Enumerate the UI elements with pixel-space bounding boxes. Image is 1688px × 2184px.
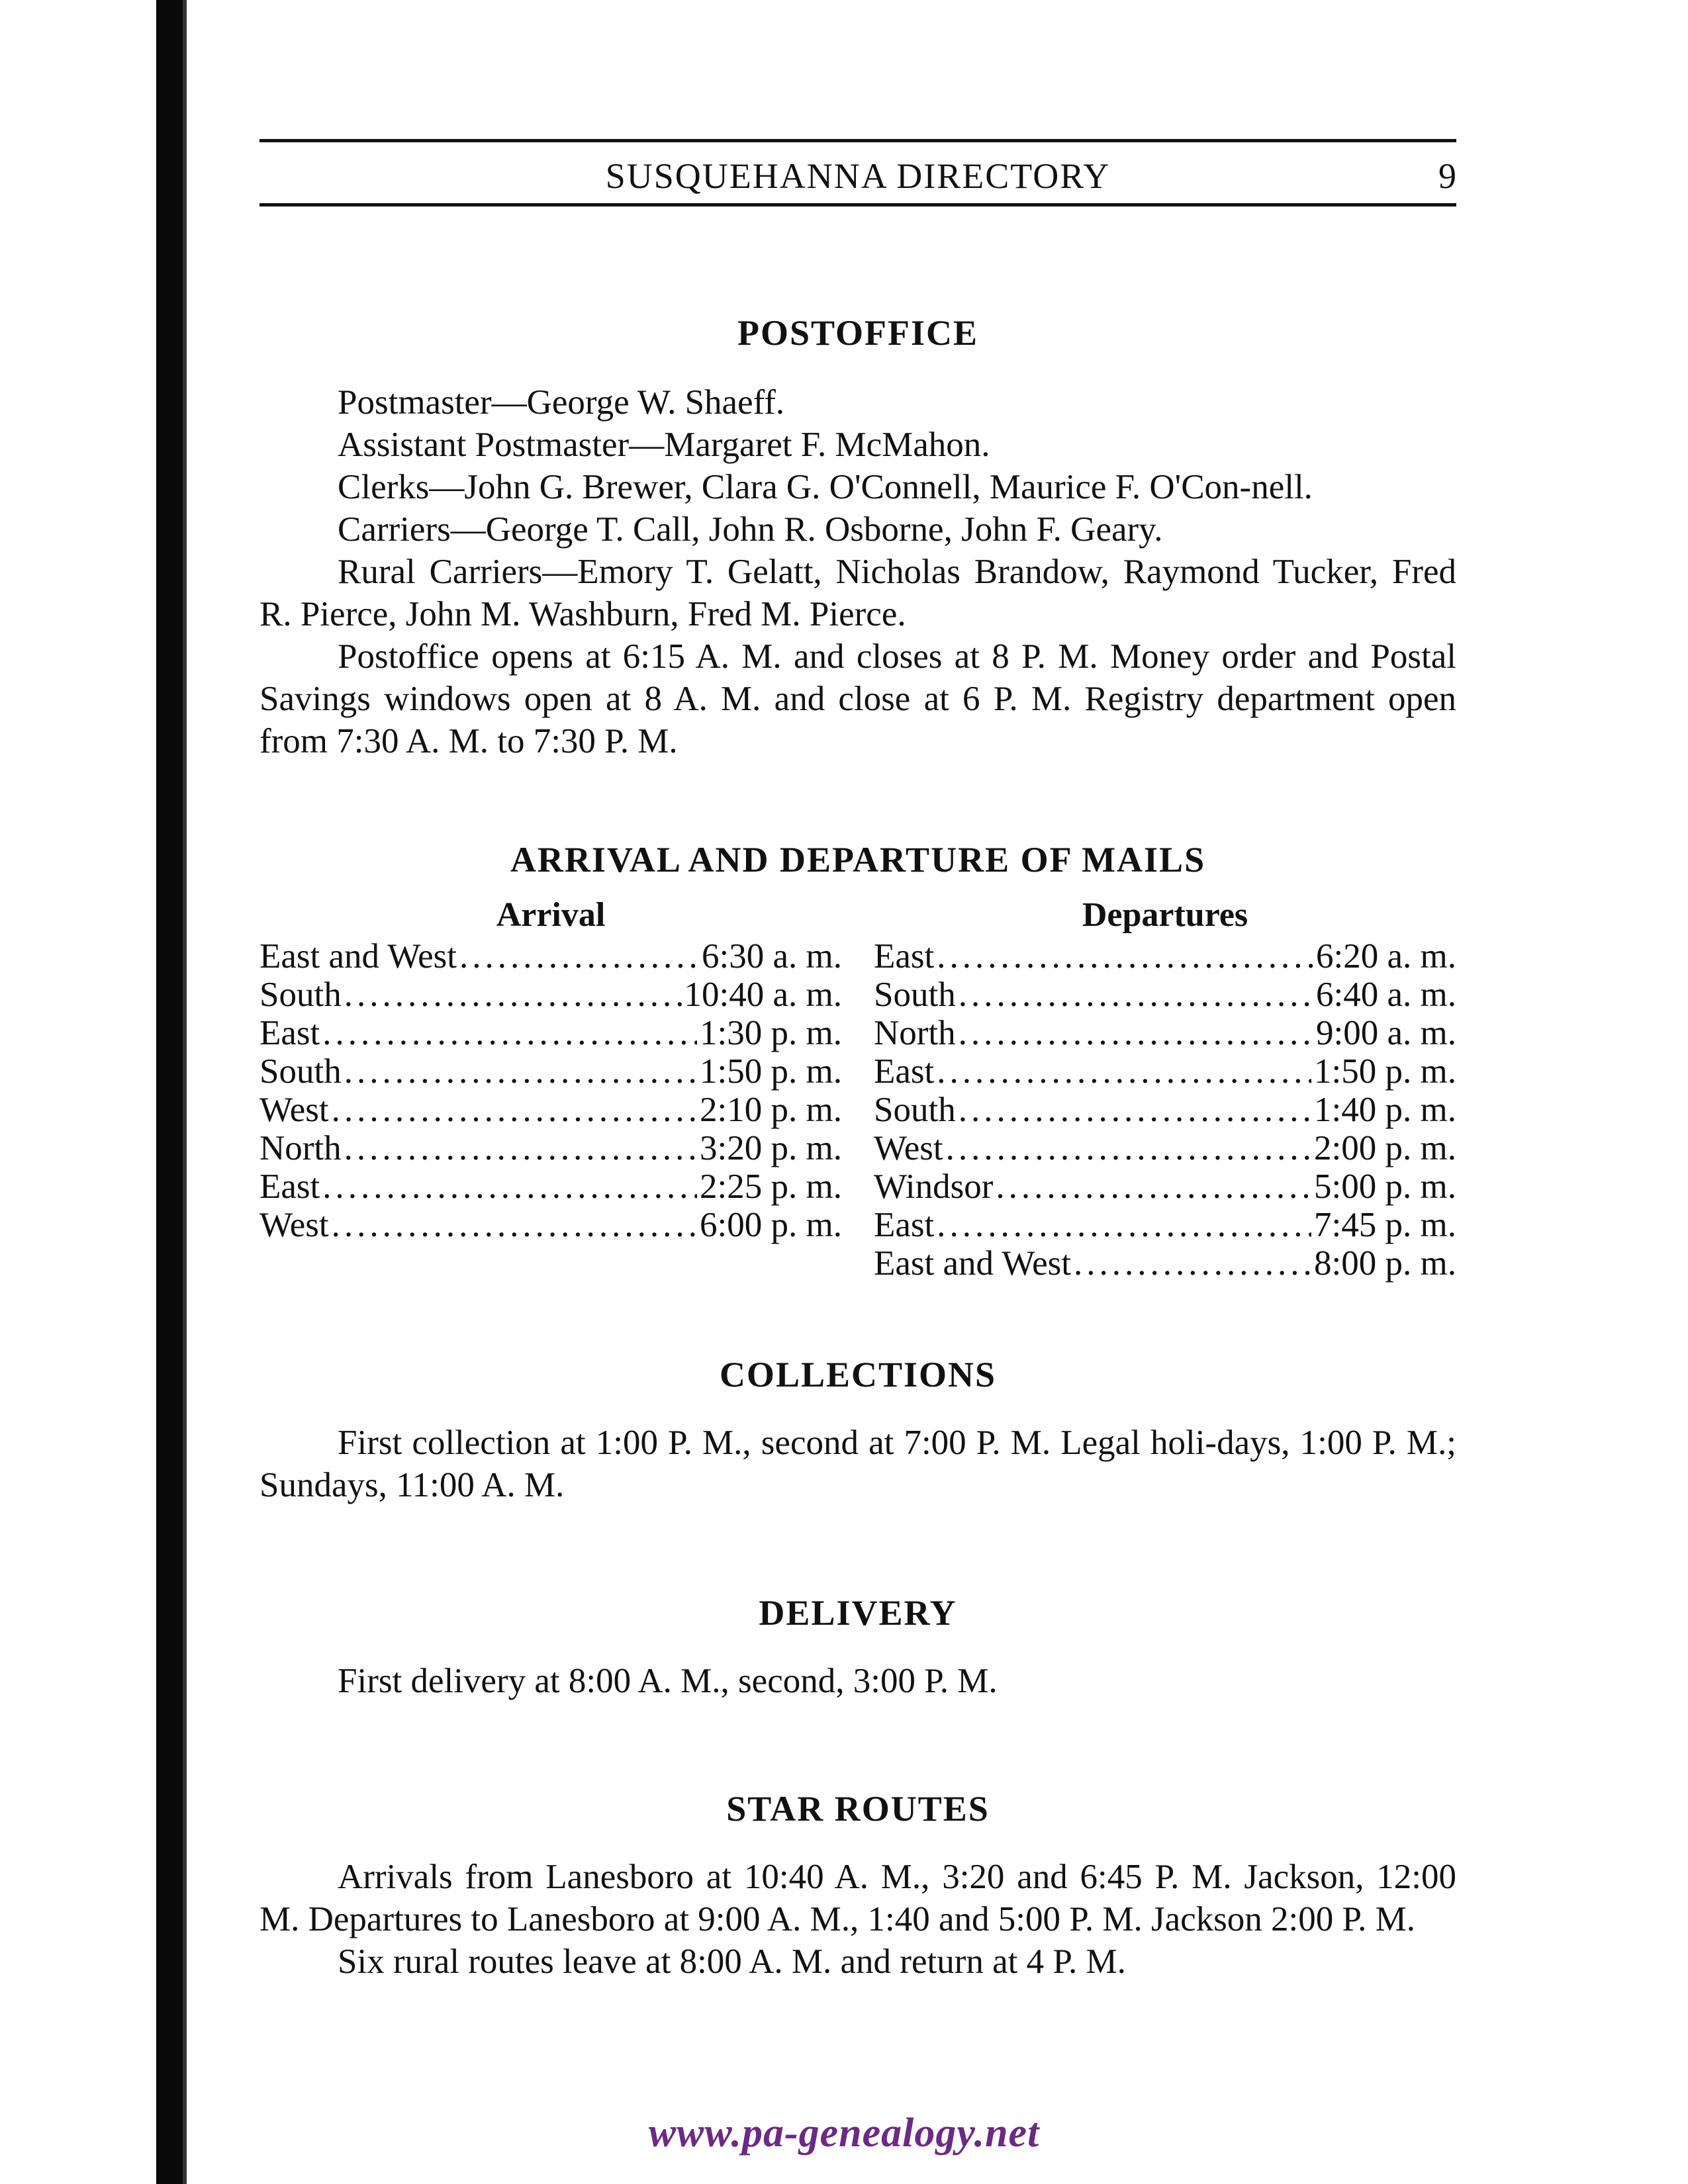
arrival-time: 10:40 a. m. <box>684 976 842 1014</box>
dot-leader <box>959 1091 1311 1129</box>
arrival-place: North <box>259 1129 342 1167</box>
dot-leader <box>332 1091 697 1129</box>
delivery-heading: DELIVERY <box>759 1593 957 1633</box>
arrival-time: 6:30 a. m. <box>702 937 842 976</box>
departures-place: West <box>874 1129 943 1167</box>
page-number: 9 <box>1438 156 1456 196</box>
dot-leader <box>937 937 1313 976</box>
dot-leader <box>959 1014 1313 1052</box>
departures-list <box>874 937 1456 1283</box>
departures-column <box>874 893 1456 1283</box>
departures-place: East <box>874 1206 935 1244</box>
site-watermark[interactable]: www.pa-genealogy.net <box>648 2111 1040 2156</box>
page-binding-edge <box>156 0 183 2184</box>
dot-leader <box>332 1206 697 1244</box>
dot-leader <box>344 1129 697 1167</box>
arrival-row <box>259 1052 842 1091</box>
arrival-row <box>259 1167 842 1206</box>
dot-leader <box>946 1129 1311 1167</box>
running-header <box>259 139 1456 206</box>
arrival-row <box>259 937 842 976</box>
rural-routes-text: Six rural routes leave at 8:00 A. M. and return at 4 P. M. <box>338 1942 1126 1981</box>
arrival-list <box>259 937 842 1244</box>
collections-text: First collection at 1:00 P. M., second at 7:00 P. M. Legal holi-days, 1:00 P. M.; Sundays, 11:00 A. M. <box>259 1424 1456 1504</box>
dot-leader <box>937 1206 1311 1244</box>
departures-place: East <box>874 937 935 976</box>
arrival-time: 6:00 p. m. <box>700 1206 842 1244</box>
arrival-place: East <box>259 1167 320 1206</box>
departures-time: 5:00 p. m. <box>1314 1167 1456 1206</box>
departures-time: 6:40 a. m. <box>1316 976 1456 1014</box>
arrival-row <box>259 1014 842 1052</box>
mails-heading: ARRIVAL AND DEPARTURE OF MAILS <box>510 840 1206 880</box>
departures-place: South <box>874 976 956 1014</box>
mail-schedule <box>259 893 1456 1283</box>
departures-time: 2:00 p. m. <box>1314 1129 1456 1167</box>
departures-place: East <box>874 1052 935 1091</box>
clerks-line: Clerks—John G. Brewer, Clara G. O'Connell, Maurice F. O'Con-nell. <box>338 468 1313 506</box>
arrival-time: 1:50 p. m. <box>700 1052 842 1091</box>
postoffice-hours: Postoffice opens at 6:15 A. M. and closes at 8 P. M. Money order and Postal Savings windows open at 8 A. M. and close at 6 P. M. Registry department open from 7:30 A. M. to 7:30 P. M. <box>259 637 1456 760</box>
star-routes-heading: STAR ROUTES <box>726 1789 990 1829</box>
arrival-column <box>259 893 842 1283</box>
dot-leader <box>322 1167 697 1206</box>
departures-row <box>874 1244 1456 1283</box>
departures-row <box>874 1167 1456 1206</box>
arrival-time: 2:10 p. m. <box>700 1091 842 1129</box>
postmaster-line: Postmaster—George W. Shaeff. <box>338 383 785 422</box>
departures-time: 9:00 a. m. <box>1316 1014 1456 1052</box>
arrival-row <box>259 1129 842 1167</box>
dot-leader <box>459 937 699 976</box>
departures-time: 6:20 a. m. <box>1316 937 1456 976</box>
departures-row <box>874 1091 1456 1129</box>
departures-row <box>874 937 1456 976</box>
dot-leader <box>996 1167 1311 1206</box>
departures-time: 7:45 p. m. <box>1314 1206 1456 1244</box>
delivery-text: First delivery at 8:00 A. M., second, 3:00 P. M. <box>338 1662 998 1700</box>
assistant-postmaster-line: Assistant Postmaster—Margaret F. McMahon. <box>338 426 990 464</box>
departures-row <box>874 1206 1456 1244</box>
arrival-time: 1:30 p. m. <box>700 1014 842 1052</box>
arrival-place: East <box>259 1014 320 1052</box>
dot-leader <box>344 1052 697 1091</box>
arrival-place: West <box>259 1206 329 1244</box>
dot-leader <box>959 976 1313 1014</box>
carriers-line: Carriers—George T. Call, John R. Osborne, John F. Geary. <box>338 510 1163 549</box>
directory-page <box>259 139 1456 1983</box>
postoffice-body <box>259 381 1456 762</box>
departures-time: 1:50 p. m. <box>1314 1052 1456 1091</box>
arrival-place: East and West <box>259 937 457 976</box>
star-routes-text: Arrivals from Lanesboro at 10:40 A. M., 3:20 and 6:45 P. M. Jackson, 12:00 M. Departures to Lanesboro at 9:00 A. M., 1:40 and 5:00 P. M. Jackson 2:00 P. M. <box>259 1858 1456 1938</box>
arrival-row <box>259 1206 842 1244</box>
departures-place: Windsor <box>874 1167 994 1206</box>
departures-place: North <box>874 1014 956 1052</box>
arrival-place: South <box>259 1052 342 1091</box>
arrival-row <box>259 976 842 1014</box>
dot-leader <box>937 1052 1311 1091</box>
dot-leader <box>322 1014 697 1052</box>
collections-heading: COLLECTIONS <box>719 1355 997 1394</box>
arrival-row <box>259 1091 842 1129</box>
page-binding-shadow <box>183 0 187 2184</box>
departures-row <box>874 1052 1456 1091</box>
delivery-body <box>259 1660 1456 1702</box>
collections-body <box>259 1422 1456 1506</box>
arrival-place: South <box>259 976 342 1014</box>
dot-leader <box>344 976 682 1014</box>
departures-row <box>874 1014 1456 1052</box>
arrival-time: 2:25 p. m. <box>700 1167 842 1206</box>
postoffice-heading: POSTOFFICE <box>737 313 979 353</box>
rural-carriers-line: Rural Carriers—Emory T. Gelatt, Nicholas Brandow, Raymond Tucker, Fred R. Pierce, John M. Washburn, Fred M. Pierce. <box>259 553 1456 633</box>
arrival-place: West <box>259 1091 329 1129</box>
departures-place: East and West <box>874 1244 1071 1283</box>
arrival-time: 3:20 p. m. <box>700 1129 842 1167</box>
departures-row <box>874 1129 1456 1167</box>
arrival-heading: Arrival <box>496 896 606 934</box>
dot-leader <box>1074 1244 1311 1283</box>
departures-time: 8:00 p. m. <box>1314 1244 1456 1283</box>
running-title: SUSQUEHANNA DIRECTORY <box>605 156 1111 196</box>
departures-place: South <box>874 1091 956 1129</box>
star-routes-body <box>259 1856 1456 1983</box>
departures-time: 1:40 p. m. <box>1314 1091 1456 1129</box>
departures-heading: Departures <box>1082 896 1248 934</box>
departures-row <box>874 976 1456 1014</box>
